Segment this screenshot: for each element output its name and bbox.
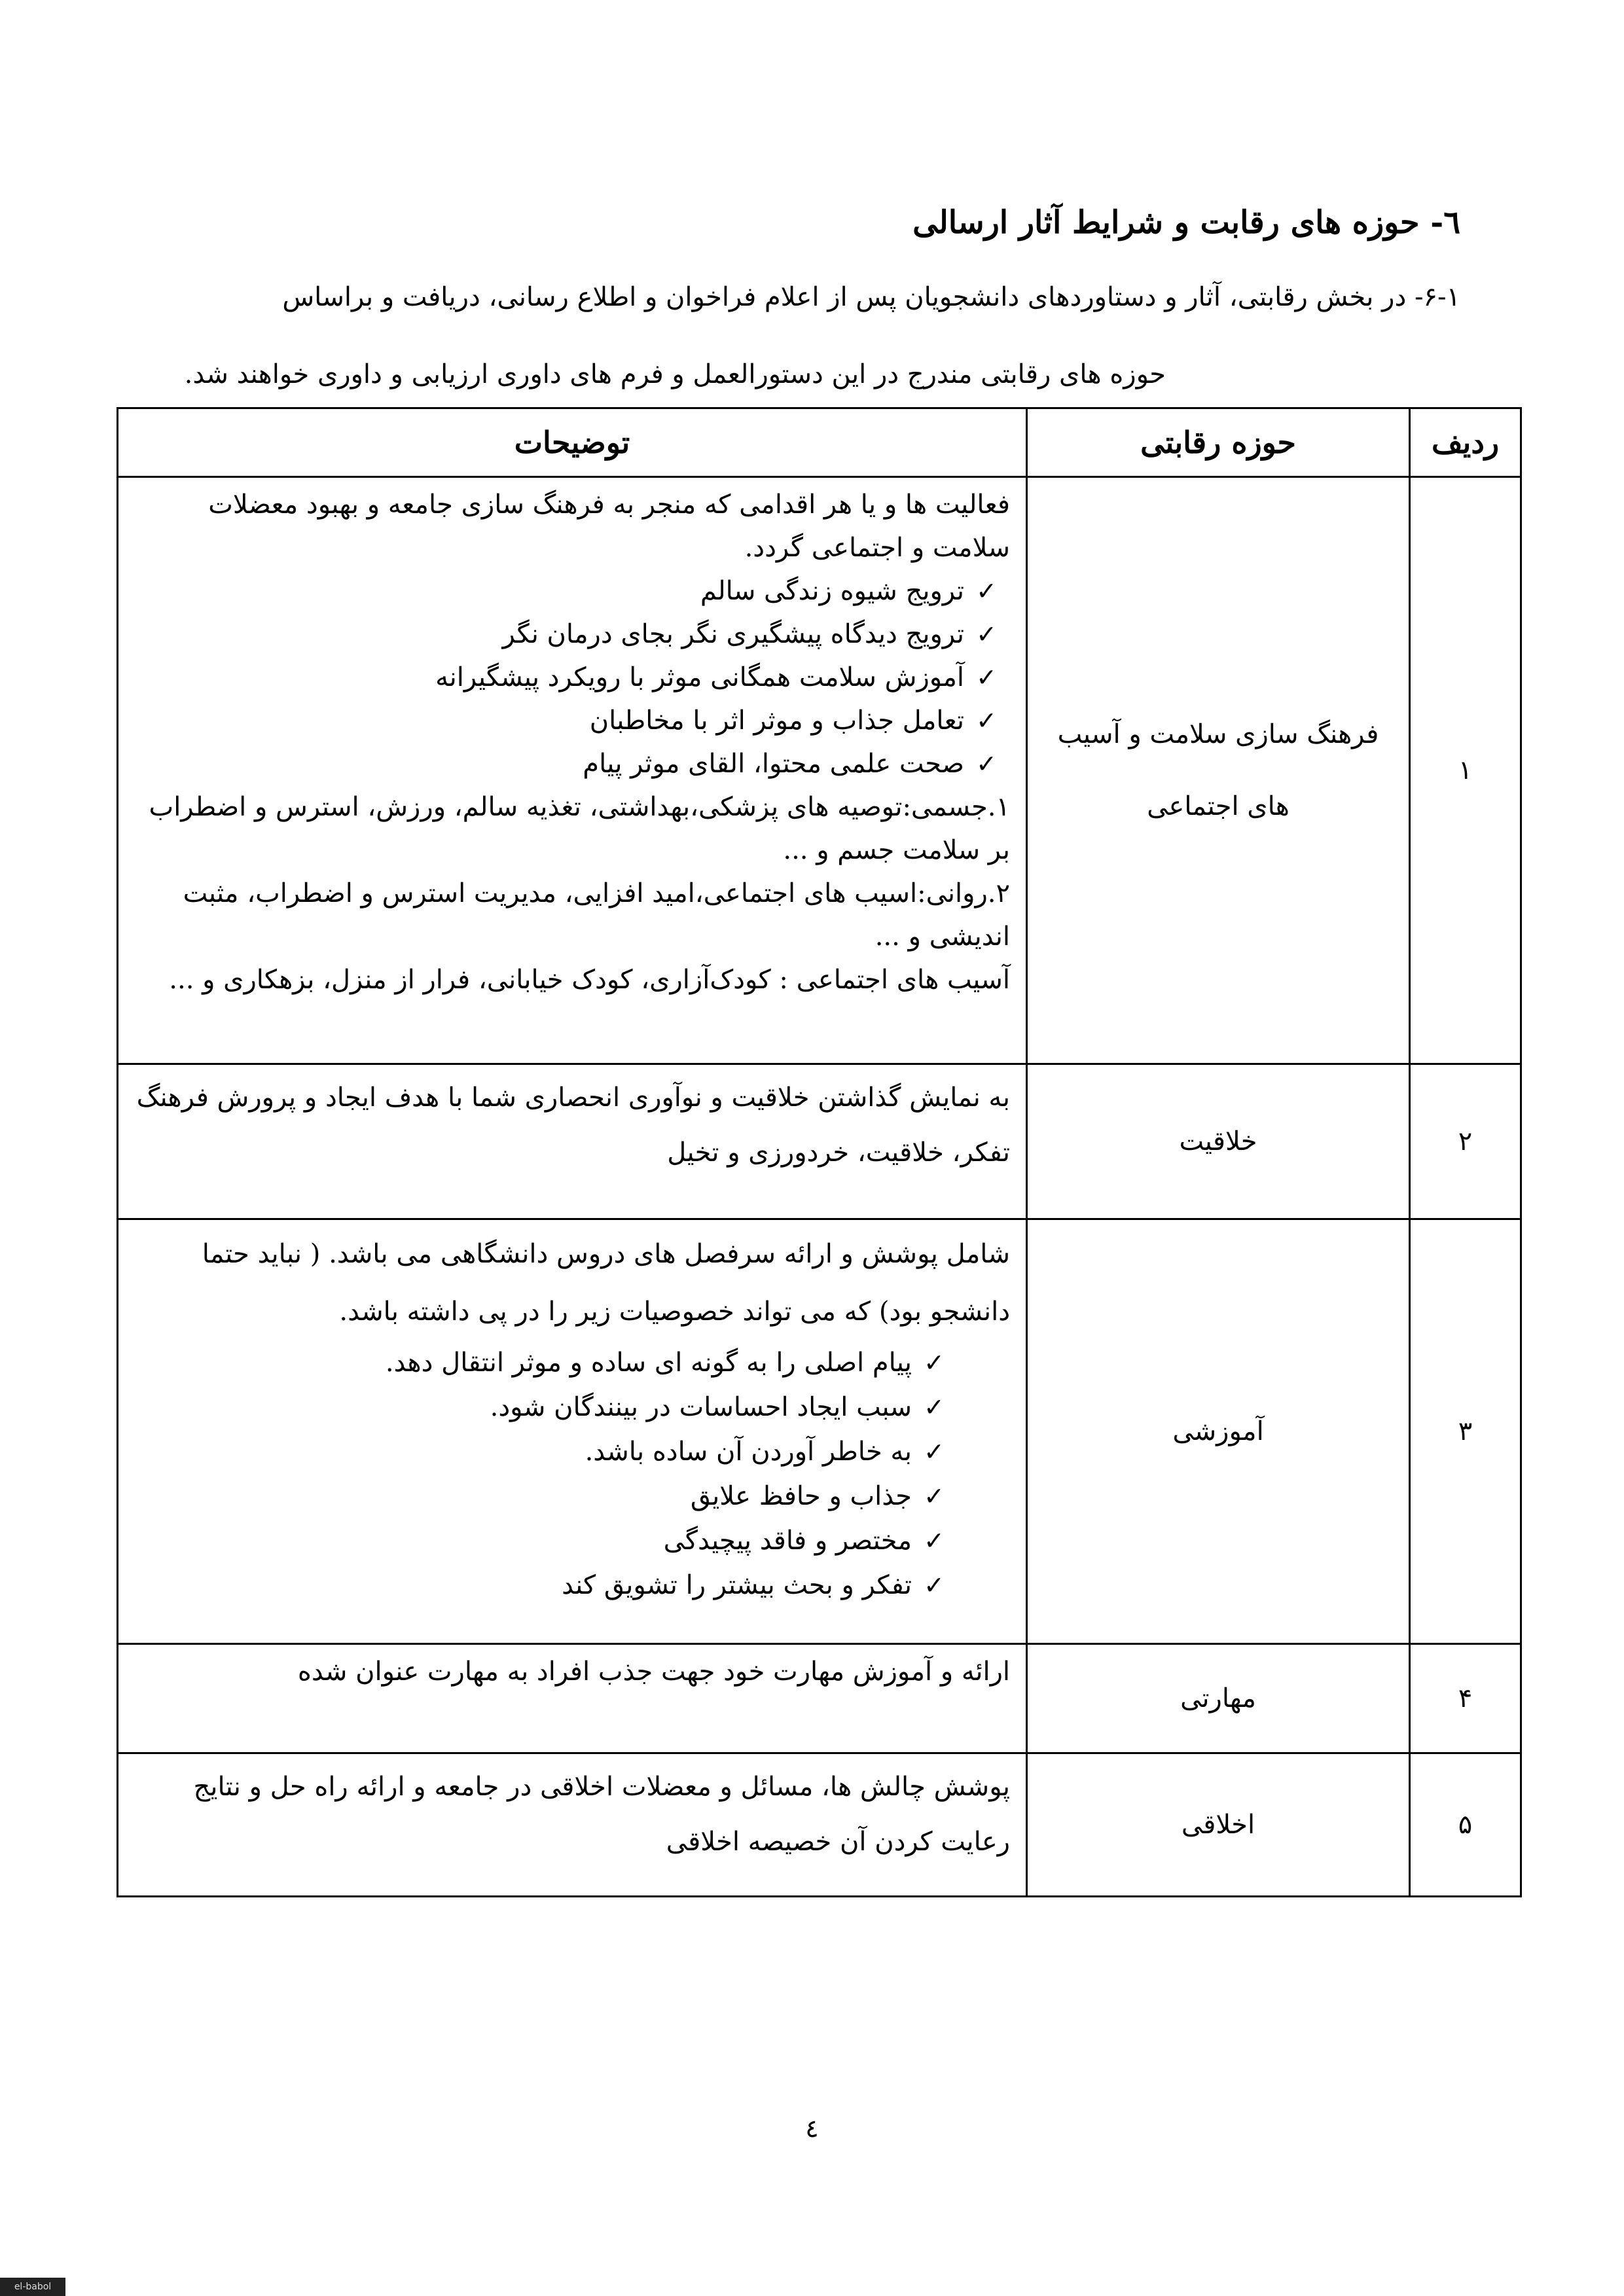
description-intro: فعالیت ها و یا هر اقدامی که منجر به فرهنگ سازی جامعه و بهبود معضلات سلامت و اجتماعی گردد. — [208, 490, 1010, 563]
check-icon: ✓ — [924, 1571, 945, 1600]
competition-areas-table — [117, 407, 1522, 1897]
checklist-item: ✓سبب ایجاد احساسات در بینندگان شود. — [132, 1385, 945, 1429]
checklist-item: ✓آموزش سلامت همگانی موثر با رویکرد پیشگیرانه — [132, 656, 997, 699]
row-number: ۳ — [1410, 1219, 1521, 1644]
check-icon: ✓ — [924, 1393, 945, 1422]
row-number: ۱ — [1410, 477, 1521, 1064]
checklist-item: ✓صحت علمی محتوا، القای موثر پیام — [132, 742, 997, 785]
checklist — [132, 569, 1010, 785]
checklist-item: ✓به خاطر آوردن آن ساده باشد. — [132, 1429, 945, 1474]
header-row-number: ردیف — [1410, 408, 1521, 477]
row-number: ۲ — [1410, 1064, 1521, 1219]
check-icon: ✓ — [976, 706, 997, 735]
table-row — [118, 1753, 1521, 1897]
row-number: ۴ — [1410, 1644, 1521, 1753]
competition-area: آموزشی — [1027, 1219, 1410, 1644]
check-icon: ✓ — [976, 749, 997, 778]
description-note: ۱.جسمی:توصیه های پزشکی،بهداشتی، تغذیه سالم، ورزش، استرس و اضطراب بر سلامت جسم و ... — [149, 792, 1010, 865]
description-note: ۲.روانی:اسیب های اجتماعی،امید افزایی، مدیریت استرس و اضطراب، مثبت اندیشی و ... — [183, 878, 1010, 952]
description-intro: به نمایش گذاشتن خلاقیت و نوآوری انحصاری شما با هدف ایجاد و پرورش فرهنگ تفکر، خلاقیت، خردورزی و تخیل — [136, 1083, 1010, 1168]
checklist-item: ✓ترویج دیدگاه پیشگیری نگر بجای درمان نگر — [132, 613, 997, 656]
table-row — [118, 477, 1521, 1064]
description-intro: ارائه و آموزش مهارت خود جهت جذب افراد به مهارت عنوان شده — [297, 1657, 1010, 1687]
description-note: آسیب های اجتماعی : کودک‌آزاری، کودک خیابانی، فرار از منزل، بزهکاری و ... — [169, 965, 1010, 995]
competition-area: فرهنگ سازی سلامت و آسیب های اجتماعی — [1027, 477, 1410, 1064]
checklist-item: ✓ترویج شیوه زندگی سالم — [132, 569, 997, 613]
check-icon: ✓ — [976, 620, 997, 649]
header-description: توضیحات — [118, 408, 1027, 477]
table-header-row — [118, 408, 1521, 477]
row-description — [118, 477, 1027, 1064]
competition-area: مهارتی — [1027, 1644, 1410, 1753]
check-icon: ✓ — [976, 577, 997, 605]
watermark: el-babol — [0, 2278, 65, 2296]
table-row — [118, 1644, 1521, 1753]
row-description — [118, 1753, 1027, 1897]
row-description — [118, 1219, 1027, 1644]
intro-line-1: ۶-۱- در بخش رقابتی، آثار و دستاوردهای دانشجویان پس از اعلام فراخوان و اطلاع رسانی، دریافت و براساس — [282, 282, 1460, 312]
page-number: ٤ — [805, 2114, 819, 2143]
description-intro: شامل پوشش و ارائه سرفصل های دروس دانشگاهی می باشد. ( نباید حتما دانشجو بود) که می تواند خصوصیات زیر را در پی داشته باشد. — [202, 1239, 1010, 1327]
table-row — [118, 1064, 1521, 1219]
row-number: ۵ — [1410, 1753, 1521, 1897]
row-description — [118, 1644, 1027, 1753]
checklist-item: ✓تفکر و بحث بیشتر را تشویق کند — [132, 1563, 945, 1607]
check-icon: ✓ — [924, 1526, 945, 1555]
section-heading: ٦- حوزه های رقابت و شرایط آثار ارسالی — [912, 204, 1460, 241]
intro-paragraph — [86, 259, 1460, 413]
check-icon: ✓ — [976, 663, 997, 692]
row-description — [118, 1064, 1027, 1219]
checklist-item: ✓تعامل جذاب و موثر اثر با مخاطبان — [132, 699, 997, 742]
checklist-item: ✓مختصر و فاقد پیچیدگی — [132, 1518, 945, 1563]
intro-line-2: حوزه های رقابتی مندرج در این دستورالعمل و فرم های داوری ارزیابی و داوری خواهند شد. — [184, 359, 1166, 389]
check-icon: ✓ — [924, 1437, 945, 1466]
header-competition-area: حوزه رقابتی — [1027, 408, 1410, 477]
checklist-item: ✓پیام اصلی را به گونه ای ساده و موثر انتقال دهد. — [132, 1340, 945, 1385]
description-intro: پوشش چالش ها، مسائل و معضلات اخلاقی در جامعه و ارائه راه حل و نتایج رعایت کردن آن خصیصه اخلاقی — [193, 1772, 1010, 1857]
check-icon: ✓ — [924, 1482, 945, 1511]
table-row — [118, 1219, 1521, 1644]
checklist-item: ✓جذاب و حافظ علایق — [132, 1474, 945, 1518]
checklist — [132, 1340, 1010, 1607]
check-icon: ✓ — [924, 1348, 945, 1377]
competition-area: اخلاقی — [1027, 1753, 1410, 1897]
competition-area: خلاقیت — [1027, 1064, 1410, 1219]
